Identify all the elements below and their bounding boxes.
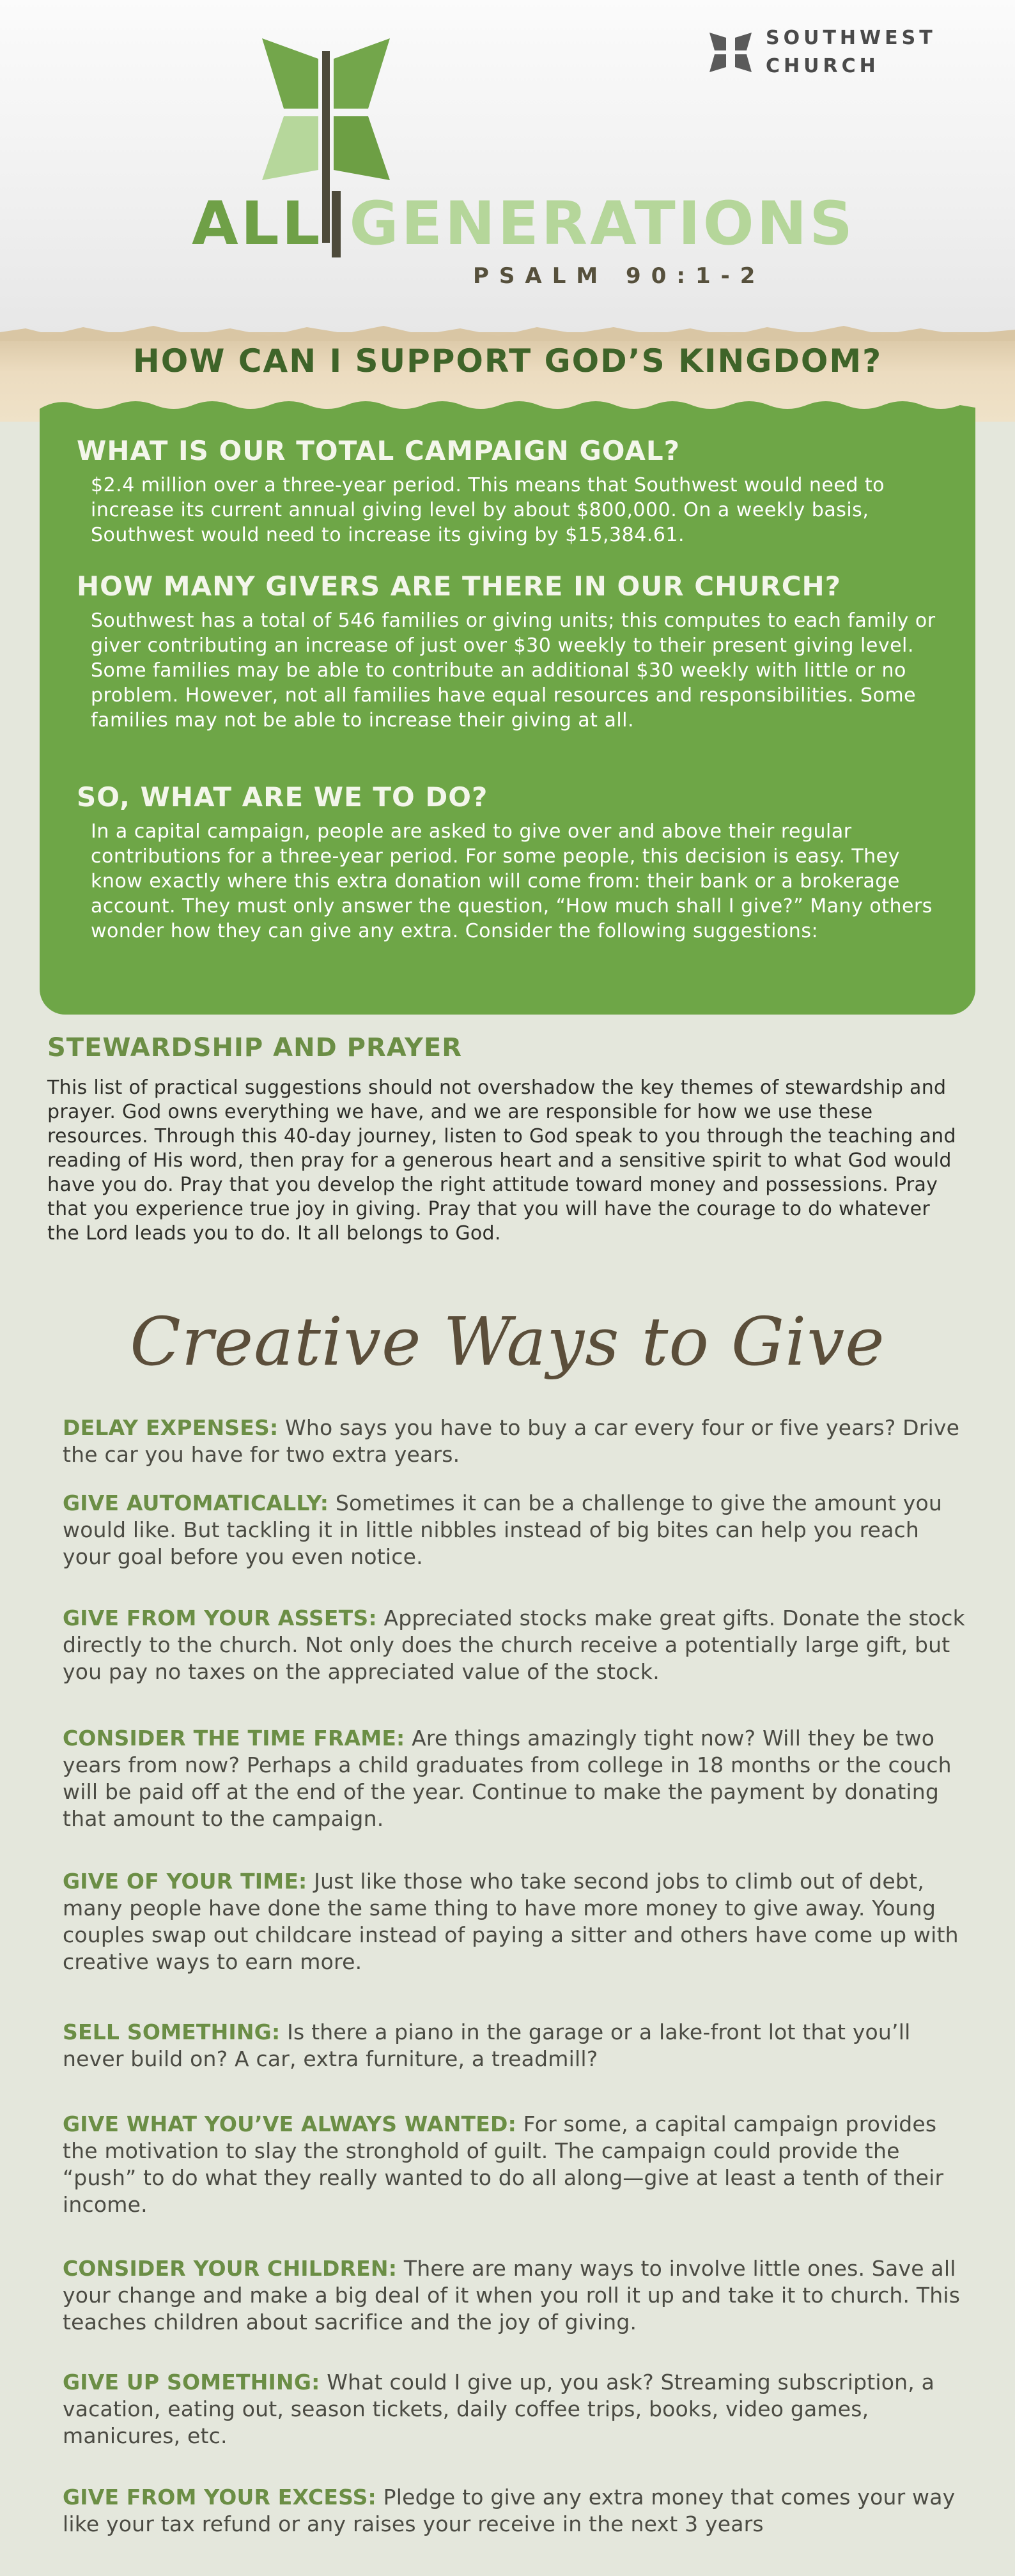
church-name-line1: SOUTHWEST — [766, 27, 936, 49]
qa-givers-count — [77, 570, 946, 733]
tip-label: DELAY EXPENSES: — [63, 1415, 279, 1440]
church-name-line2: CHURCH — [766, 55, 879, 77]
scripture-reference: PSALM 90:1-2 — [473, 263, 766, 289]
tip-item — [63, 1605, 970, 1685]
tip-item — [63, 2019, 970, 2073]
qa-question: HOW MANY GIVERS ARE THERE IN OUR CHURCH? — [77, 571, 842, 602]
tip-text: Pledge to give any extra money that comes your way like your tax refund or any raises your receive in the next 3 years — [63, 2485, 956, 2536]
stewardship-section — [47, 1029, 968, 1246]
tip-text: Just like those who take second jobs to climb out of debt, many people have done the same thing to have more money to give away. Young couples swap out childcare instead of paying a sitter and others have come up with creative ways to earn more. — [63, 1869, 959, 1974]
campaign-title — [192, 189, 855, 259]
tip-label: GIVE OF YOUR TIME: — [63, 1869, 307, 1894]
campaign-info-box — [40, 409, 975, 1015]
tip-item — [63, 1490, 970, 1570]
stewardship-body: This list of practical suggestions should not overshadow the key themes of stewardship and prayer. God owns everything we have, and we are responsible for how we use these resources. Through this 40-day journey, listen to God speak to you through the teaching and reading of His word, then pray for a generous heart and a sensitive spirit to what God would have you do. Pray that you develop the right attitude toward money and possessions. Pray that you experience true joy in giving. Pray that you will have the courage to do whatever the Lord leads you to do. It all belongs to God. — [47, 1077, 956, 1245]
qa-answer: In a capital campaign, people are asked to give over and above their regular contributions for a three-year period. For some people, this decision is easy. They know exactly where this extra donation will come from: their bank or a brokerage account. They must only answer the question, “How much shall I give?” Many others wonder how they can give any extra. Consider the following suggestions: — [91, 820, 933, 942]
qa-answer: Southwest has a total of 546 families or giving units; this computes to each family or giver contributing an increase of just over $30 weekly to their present giving level. Some families may be able to contribute an additional $30 weekly with little or no problem. However, not all families have equal resources and responsibilities. Some families may not be able to increase their giving at all. — [91, 610, 936, 732]
church-logo — [709, 24, 936, 80]
title-divider — [332, 191, 341, 257]
tip-text: Who says you have to buy a car every four or five years? Drive the car you have for two extra years. — [63, 1415, 960, 1467]
tip-text: Is there a piano in the garage or a lake-front lot that you’ll never build on? A car, extra furniture, a treadmill? — [63, 2020, 911, 2071]
tip-label: SELL SOMETHING: — [63, 2020, 281, 2044]
tip-label: CONSIDER YOUR CHILDREN: — [63, 2256, 398, 2281]
tip-item — [63, 2111, 970, 2218]
church-mark-icon — [709, 31, 752, 73]
tip-text: Are things amazingly tight now? Will they be two years from now? Perhaps a child graduates from college in 18 months or the couch will be paid off at the end of the year. Continue to make the payment by donating that amount to the campaign. — [63, 1726, 952, 1831]
title-generations: GENERATIONS — [349, 189, 856, 259]
qa-what-to-do — [77, 781, 946, 944]
creative-ways-title: Creative Ways to Give — [130, 1303, 885, 1381]
main-question: HOW CAN I SUPPORT GOD’S KINGDOM? — [132, 342, 883, 379]
header-banner — [0, 0, 1015, 332]
title-all: ALL — [192, 189, 323, 259]
tip-item — [63, 1725, 970, 1832]
qa-answer: $2.4 million over a three-year period. This means that Southwest would need to increase its current annual giving level by about $800,000. On a weekly basis, Southwest would need to increase its giving by $15,384.61. — [91, 474, 885, 546]
tip-text: What could I give up, you ask? Streaming subscription, a vacation, eating out, season tickets, daily coffee trips, books, video games, manicures, etc. — [63, 2370, 935, 2448]
tip-item — [63, 2369, 970, 2450]
qa-question: WHAT IS OUR TOTAL CAMPAIGN GOAL? — [77, 435, 681, 466]
qa-campaign-goal — [77, 434, 946, 548]
tip-label: GIVE FROM YOUR ASSETS: — [63, 1606, 377, 1630]
tip-label: GIVE WHAT YOU’VE ALWAYS WANTED: — [63, 2112, 516, 2136]
tip-label: CONSIDER THE TIME FRAME: — [63, 1726, 405, 1751]
tip-item — [63, 2255, 970, 2336]
tip-label: GIVE AUTOMATICALLY: — [63, 1491, 329, 1515]
wave-edge-decoration — [40, 392, 975, 411]
tip-item — [63, 1414, 970, 1468]
tip-text: Appreciated stocks make great gifts. Donate the stock directly to the church. Not only does the church receive a potentially large gift, but you pay no taxes on the appreciated value of the stock. — [63, 1606, 965, 1684]
tip-text: Sometimes it can be a challenge to give the amount you would like. But tackling it in little nibbles instead of big bites can help you reach your goal before you even notice. — [63, 1491, 942, 1569]
tip-item — [63, 1868, 970, 1975]
tip-label: GIVE UP SOMETHING: — [63, 2370, 320, 2395]
tip-label: GIVE FROM YOUR EXCESS: — [63, 2485, 376, 2510]
tip-text: There are many ways to involve little ones. Save all your change and make a big deal of it when you roll it up and take it to church. This teaches children about sacrifice and the joy of giving. — [63, 2256, 961, 2334]
stewardship-heading: STEWARDSHIP AND PRAYER — [47, 1033, 463, 1062]
tip-item — [63, 2484, 970, 2538]
tip-text: For some, a capital campaign provides the motivation to slay the stronghold of guilt. The campaign could provide the “push” to do what they really wanted to do all along—give at least a tenth of their income. — [63, 2112, 944, 2217]
qa-question: SO, WHAT ARE WE TO DO? — [77, 781, 488, 813]
